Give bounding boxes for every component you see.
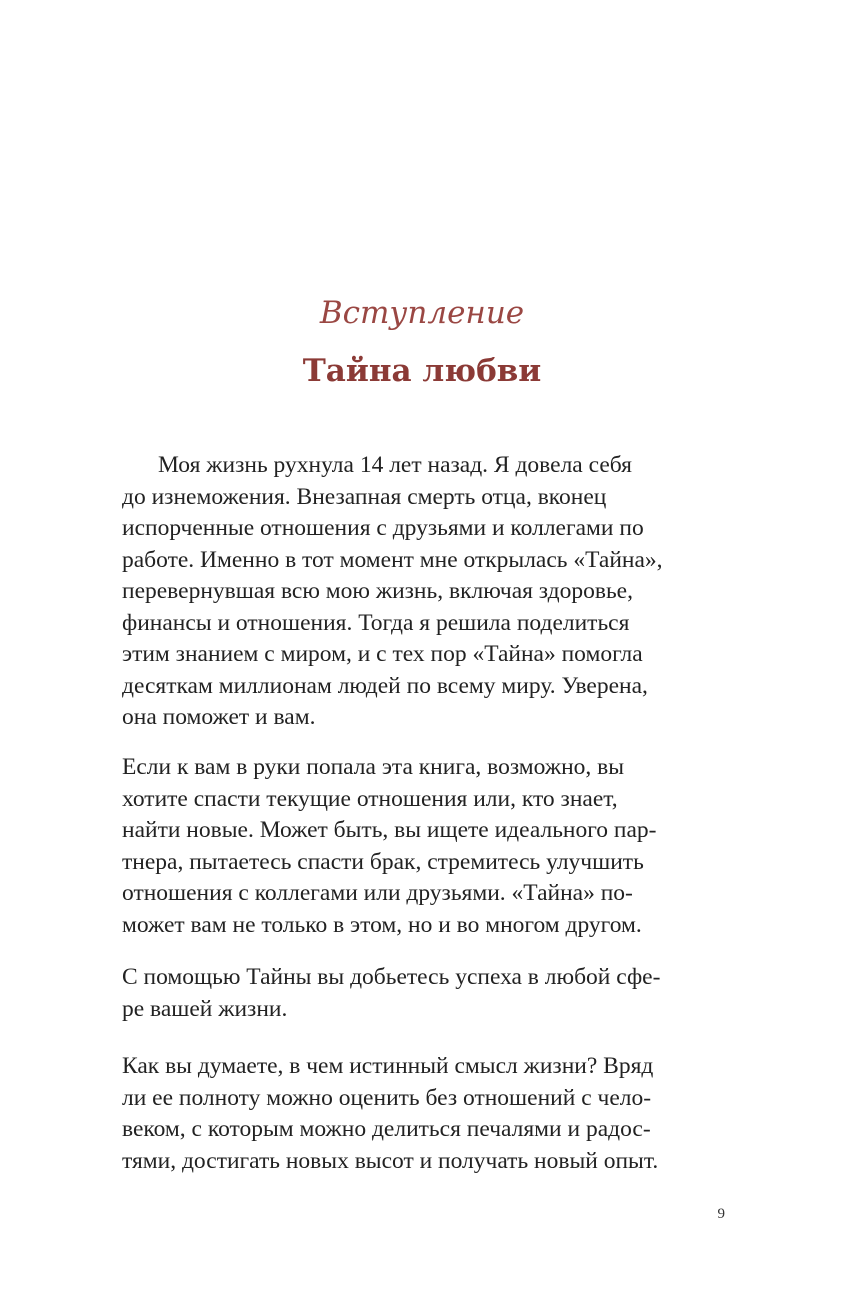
text-line: Моя жизнь рухнула 14 лет назад. Я довела себя bbox=[158, 452, 632, 478]
text-line: Как вы думаете, в чем истинный смысл жизни? Вряд bbox=[122, 1053, 654, 1079]
text-line: тнера, пытаетесь спасти брак, стремитесь улучшить bbox=[122, 848, 644, 875]
text-line: ре вашей жизни. bbox=[122, 995, 288, 1022]
chapter-label: Вступление bbox=[319, 295, 525, 331]
text-line: финансы и отношения. Тогда я решила поделиться bbox=[122, 609, 630, 636]
text-line: тями, достигать новых высот и получать новый опыт. bbox=[122, 1147, 659, 1174]
text-line: до изнеможения. Внезапная смерть отца, вконец bbox=[122, 483, 607, 510]
text-line: Если к вам в руки попала эта книга, возможно, вы bbox=[122, 754, 625, 780]
paragraph-1 bbox=[122, 450, 697, 734]
text-line: найти новые. Может быть, вы ищете идеального пар- bbox=[122, 817, 657, 843]
text-line: перевернувшая всю мою жизнь, включая здоровье, bbox=[122, 578, 633, 604]
text-line: хотите спасти текущие отношения или, кто знает, bbox=[122, 785, 618, 812]
text-line: работе. Именно в тот момент мне открылась «Тайна», bbox=[122, 546, 663, 573]
text-line: отношения с коллегами или друзьями. «Тайна» по- bbox=[122, 880, 633, 906]
chapter-title: Тайна любви bbox=[302, 353, 542, 389]
text-line: ли ее полноту можно оценить без отношений с чело- bbox=[122, 1084, 652, 1111]
page-number: 9 bbox=[717, 1206, 725, 1222]
text-line: она поможет и вам. bbox=[122, 704, 316, 730]
paragraph-4 bbox=[122, 1051, 697, 1177]
text-line: этим знанием с миром, и с тех пор «Тайна» помогла bbox=[122, 641, 643, 667]
text-line: десяткам миллионам людей по всему миру. Уверена, bbox=[122, 672, 648, 699]
text-line: испорченные отношения с друзьями и коллегами по bbox=[122, 515, 644, 541]
text-line: может вам не только в этом, но и во многом другом. bbox=[122, 911, 642, 938]
paragraph-3 bbox=[122, 962, 697, 1025]
text-line: С помощью Тайны вы добьетесь успеха в любой сфе- bbox=[122, 964, 661, 990]
paragraph-2 bbox=[122, 752, 697, 941]
text-line: веком, с которым можно делиться печалями и радос- bbox=[122, 1116, 651, 1142]
